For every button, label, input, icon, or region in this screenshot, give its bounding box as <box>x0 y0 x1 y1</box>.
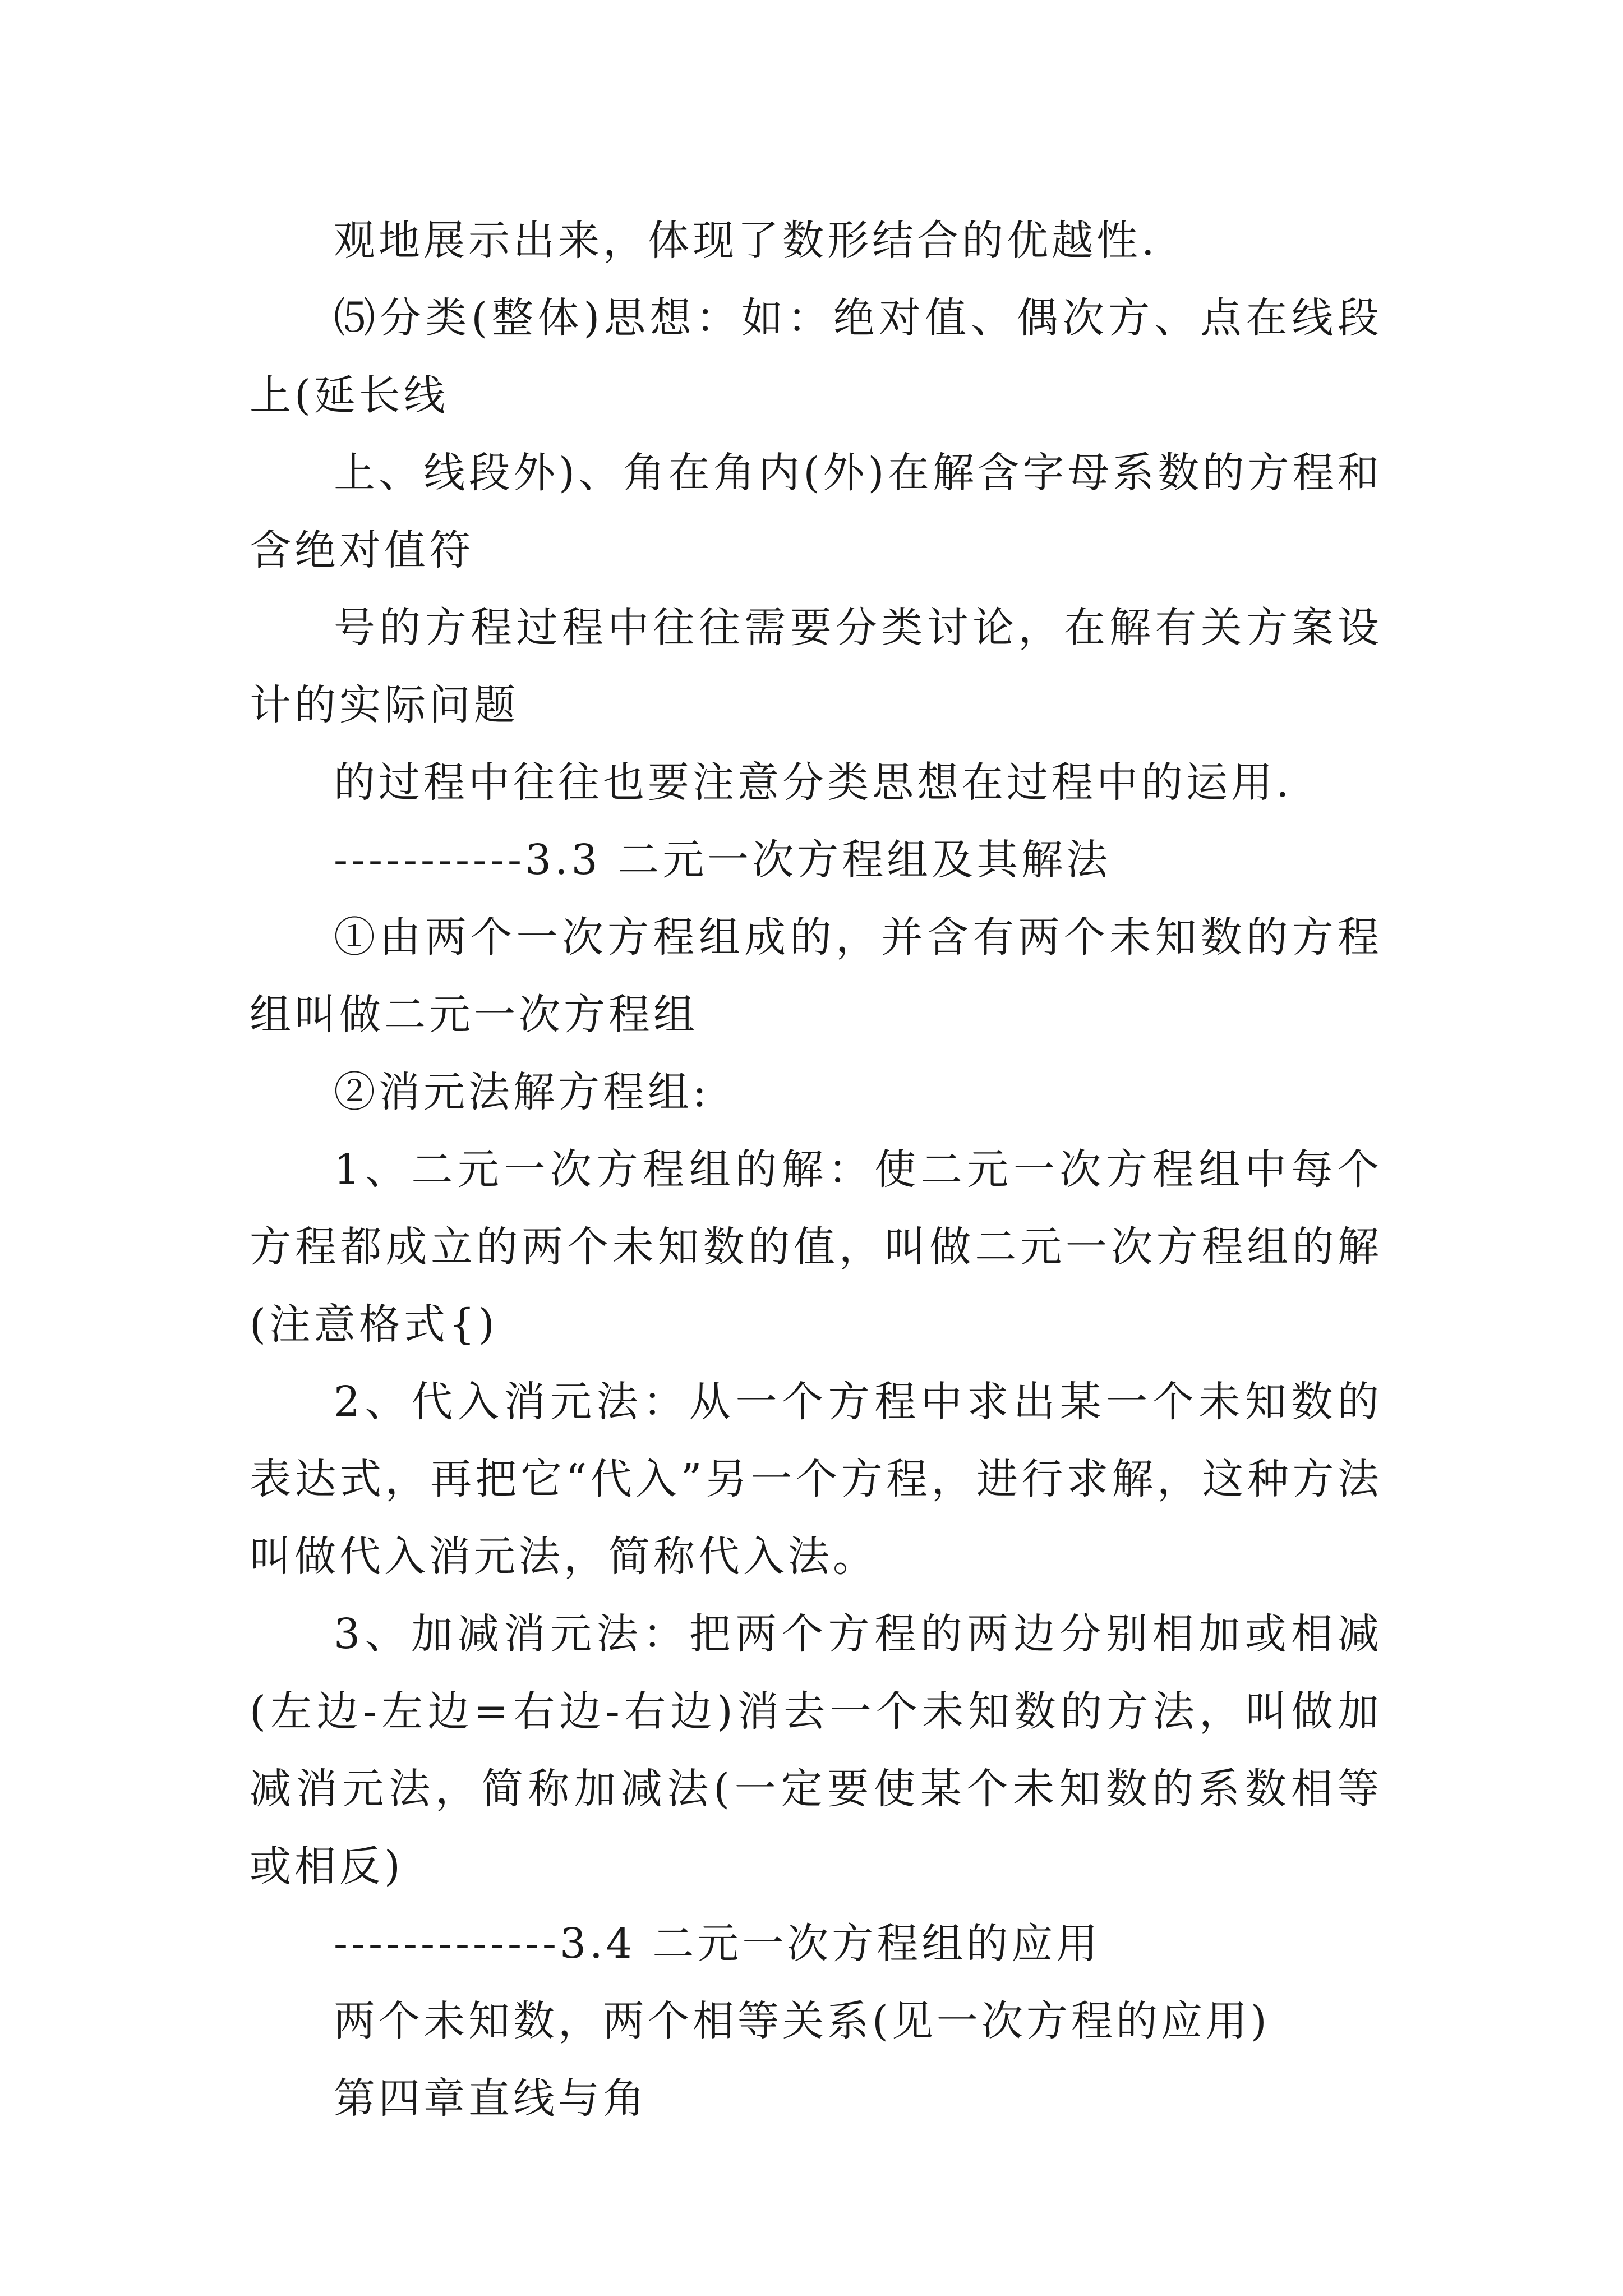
chapter-heading-4: 第四章直线与角 <box>334 2074 648 2123</box>
paragraph-addition-subtraction-method: 3、加减消元法：把两个方程的两边分别相加或相减(左边-左边=右边-右边)消去一个未知数的方法，叫做加减消元法，简称加减法(一定要使某个未知数的系数相等或相反) <box>250 1610 1382 1890</box>
paragraph-classification-thinking-1: ⑸分类(整体)思想：如：绝对值、偶次方、点在线段上(延长线 <box>250 294 1382 420</box>
paragraph-definition-linear-system: ①由两个一次方程组成的，并含有两个未知数的方程组叫做二元一次方程组 <box>250 913 1382 1039</box>
paragraph-classification-thinking-3: 号的方程过程中往往需要分类讨论，在解有关方案设计的实际问题 <box>250 604 1382 729</box>
paragraph-elimination-method: ②消元法解方程组: <box>334 1068 710 1116</box>
paragraph-classification-thinking-2: 上、线段外)、角在角内(外)在解含字母系数的方程和含绝对值符 <box>250 449 1382 574</box>
paragraph-solution-of-system: 1、二元一次方程组的解：使二元一次方程组中每个方程都成立的两个未知数的值，叫做二元一次方程组的解(注意格式{) <box>250 1145 1382 1349</box>
text-body <box>250 202 1382 2137</box>
paragraph-classification-thinking-4: 的过程中往往也要注意分类思想在过程中的运用. <box>334 758 1293 807</box>
section-heading-3-4: -------------3.4 二元一次方程组的应用 <box>334 1920 1101 1968</box>
paragraph-substitution-method: 2、代入消元法：从一个方程中求出某一个未知数的表达式，再把它“代入”另一个方程，进行求解，这种方法叫做代入消元法，简称代入法。 <box>250 1378 1382 1581</box>
paragraph-number-shape-combination: 观地展示出来，体现了数形结合的优越性. <box>334 217 1158 265</box>
section-heading-3-3: -----------3.3 二元一次方程组及其解法 <box>334 836 1112 884</box>
paragraph-application: 两个未知数，两个相等关系(见一次方程的应用) <box>334 1997 1270 2045</box>
